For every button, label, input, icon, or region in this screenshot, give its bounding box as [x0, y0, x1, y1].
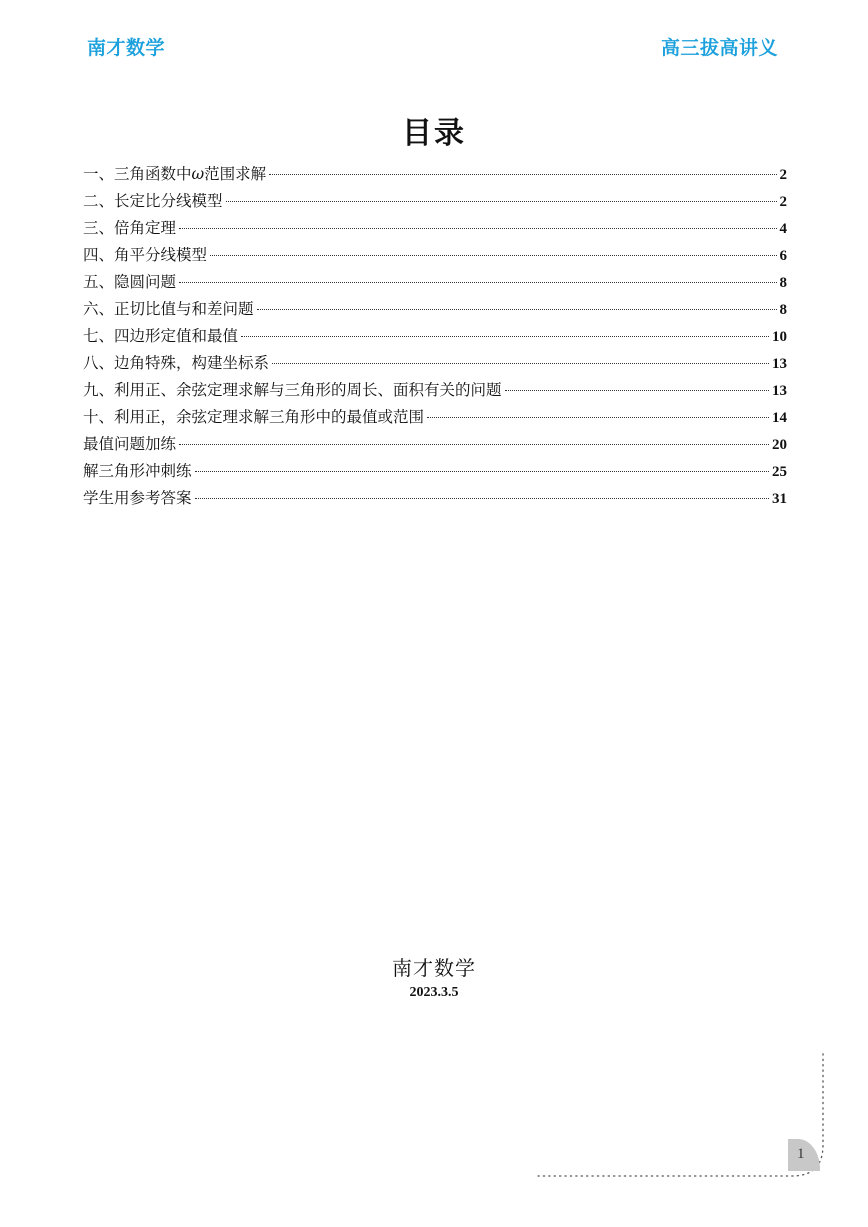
toc-entry-page: 13 — [772, 383, 787, 399]
dot-leader — [505, 389, 769, 391]
toc-entry-page: 8 — [779, 302, 787, 318]
dot-leader — [427, 416, 769, 418]
toc-entry-page: 2 — [779, 194, 787, 210]
toc-entry-page: 25 — [772, 464, 787, 480]
dot-leader — [179, 281, 776, 283]
toc-entry-page: 2 — [779, 167, 787, 183]
toc-entry-label: 一、三角函数中ω范围求解 — [83, 165, 267, 183]
toc-entry-page: 8 — [779, 275, 787, 291]
toc-entry[interactable] — [83, 431, 787, 458]
footer-brand: 南才数学 — [392, 956, 476, 980]
toc-list — [83, 161, 787, 512]
toc-entry-page: 10 — [772, 329, 787, 345]
toc-entry-page: 6 — [779, 248, 787, 264]
page-corner-decoration — [530, 1045, 830, 1185]
toc-entry-label: 八、边角特殊，构建坐标系 — [83, 354, 270, 372]
dot-leader — [241, 335, 769, 337]
dot-leader — [210, 254, 776, 256]
toc-entry-label: 解三角形冲刺练 — [83, 462, 192, 480]
dot-leader — [226, 200, 777, 202]
toc-entry-label: 十、利用正，余弦定理求解三角形中的最值或范围 — [83, 408, 425, 426]
toc-entry-label: 九、利用正、余弦定理求解与三角形的周长、面积有关的问题 — [83, 381, 502, 399]
dot-leader — [179, 443, 769, 445]
toc-entry[interactable] — [83, 161, 787, 188]
toc-entry-label: 三、倍角定理 — [83, 219, 177, 237]
dot-leader — [195, 470, 769, 472]
header-brand: 南才数学 — [87, 37, 166, 59]
toc-entry[interactable] — [83, 215, 787, 242]
toc-entry[interactable] — [83, 458, 787, 485]
toc-entry-label: 四、角平分线模型 — [83, 246, 208, 264]
toc-entry[interactable] — [83, 377, 787, 404]
toc-entry[interactable] — [83, 242, 787, 269]
toc-entry-page: 31 — [772, 491, 787, 507]
toc-entry-label: 五、隐圆问题 — [83, 273, 177, 291]
toc-entry-label: 学生用参考答案 — [83, 489, 192, 507]
toc-entry-page: 13 — [772, 356, 787, 372]
page-number: 1 — [788, 1139, 820, 1171]
toc-entry-label: 最值问题加练 — [83, 435, 177, 453]
header-series-title: 高三拔高讲义 — [660, 37, 778, 59]
toc-entry-label: 七、四边形定值和最值 — [83, 327, 239, 345]
toc-entry[interactable] — [83, 485, 787, 512]
toc-entry-page: 4 — [779, 221, 787, 237]
toc-title: 目录 — [402, 116, 466, 151]
toc-entry[interactable] — [83, 296, 787, 323]
dot-leader — [269, 173, 776, 175]
omega-symbol: ω — [191, 165, 205, 183]
toc-entry[interactable] — [83, 350, 787, 377]
toc-entry-label: 六、正切比值与和差问题 — [83, 300, 254, 318]
toc-entry[interactable] — [83, 188, 787, 215]
toc-entry[interactable] — [83, 404, 787, 431]
toc-entry[interactable] — [83, 323, 787, 350]
dot-leader — [179, 227, 776, 229]
toc-entry-page: 14 — [772, 410, 787, 426]
dot-leader — [195, 497, 769, 499]
dot-leader — [272, 362, 769, 364]
toc-entry-label: 二、长定比分线模型 — [83, 192, 223, 210]
toc-entry[interactable] — [83, 269, 787, 296]
dot-leader — [257, 308, 777, 310]
footer-date: 2023.3.5 — [409, 985, 459, 1000]
toc-entry-page: 20 — [772, 437, 787, 453]
